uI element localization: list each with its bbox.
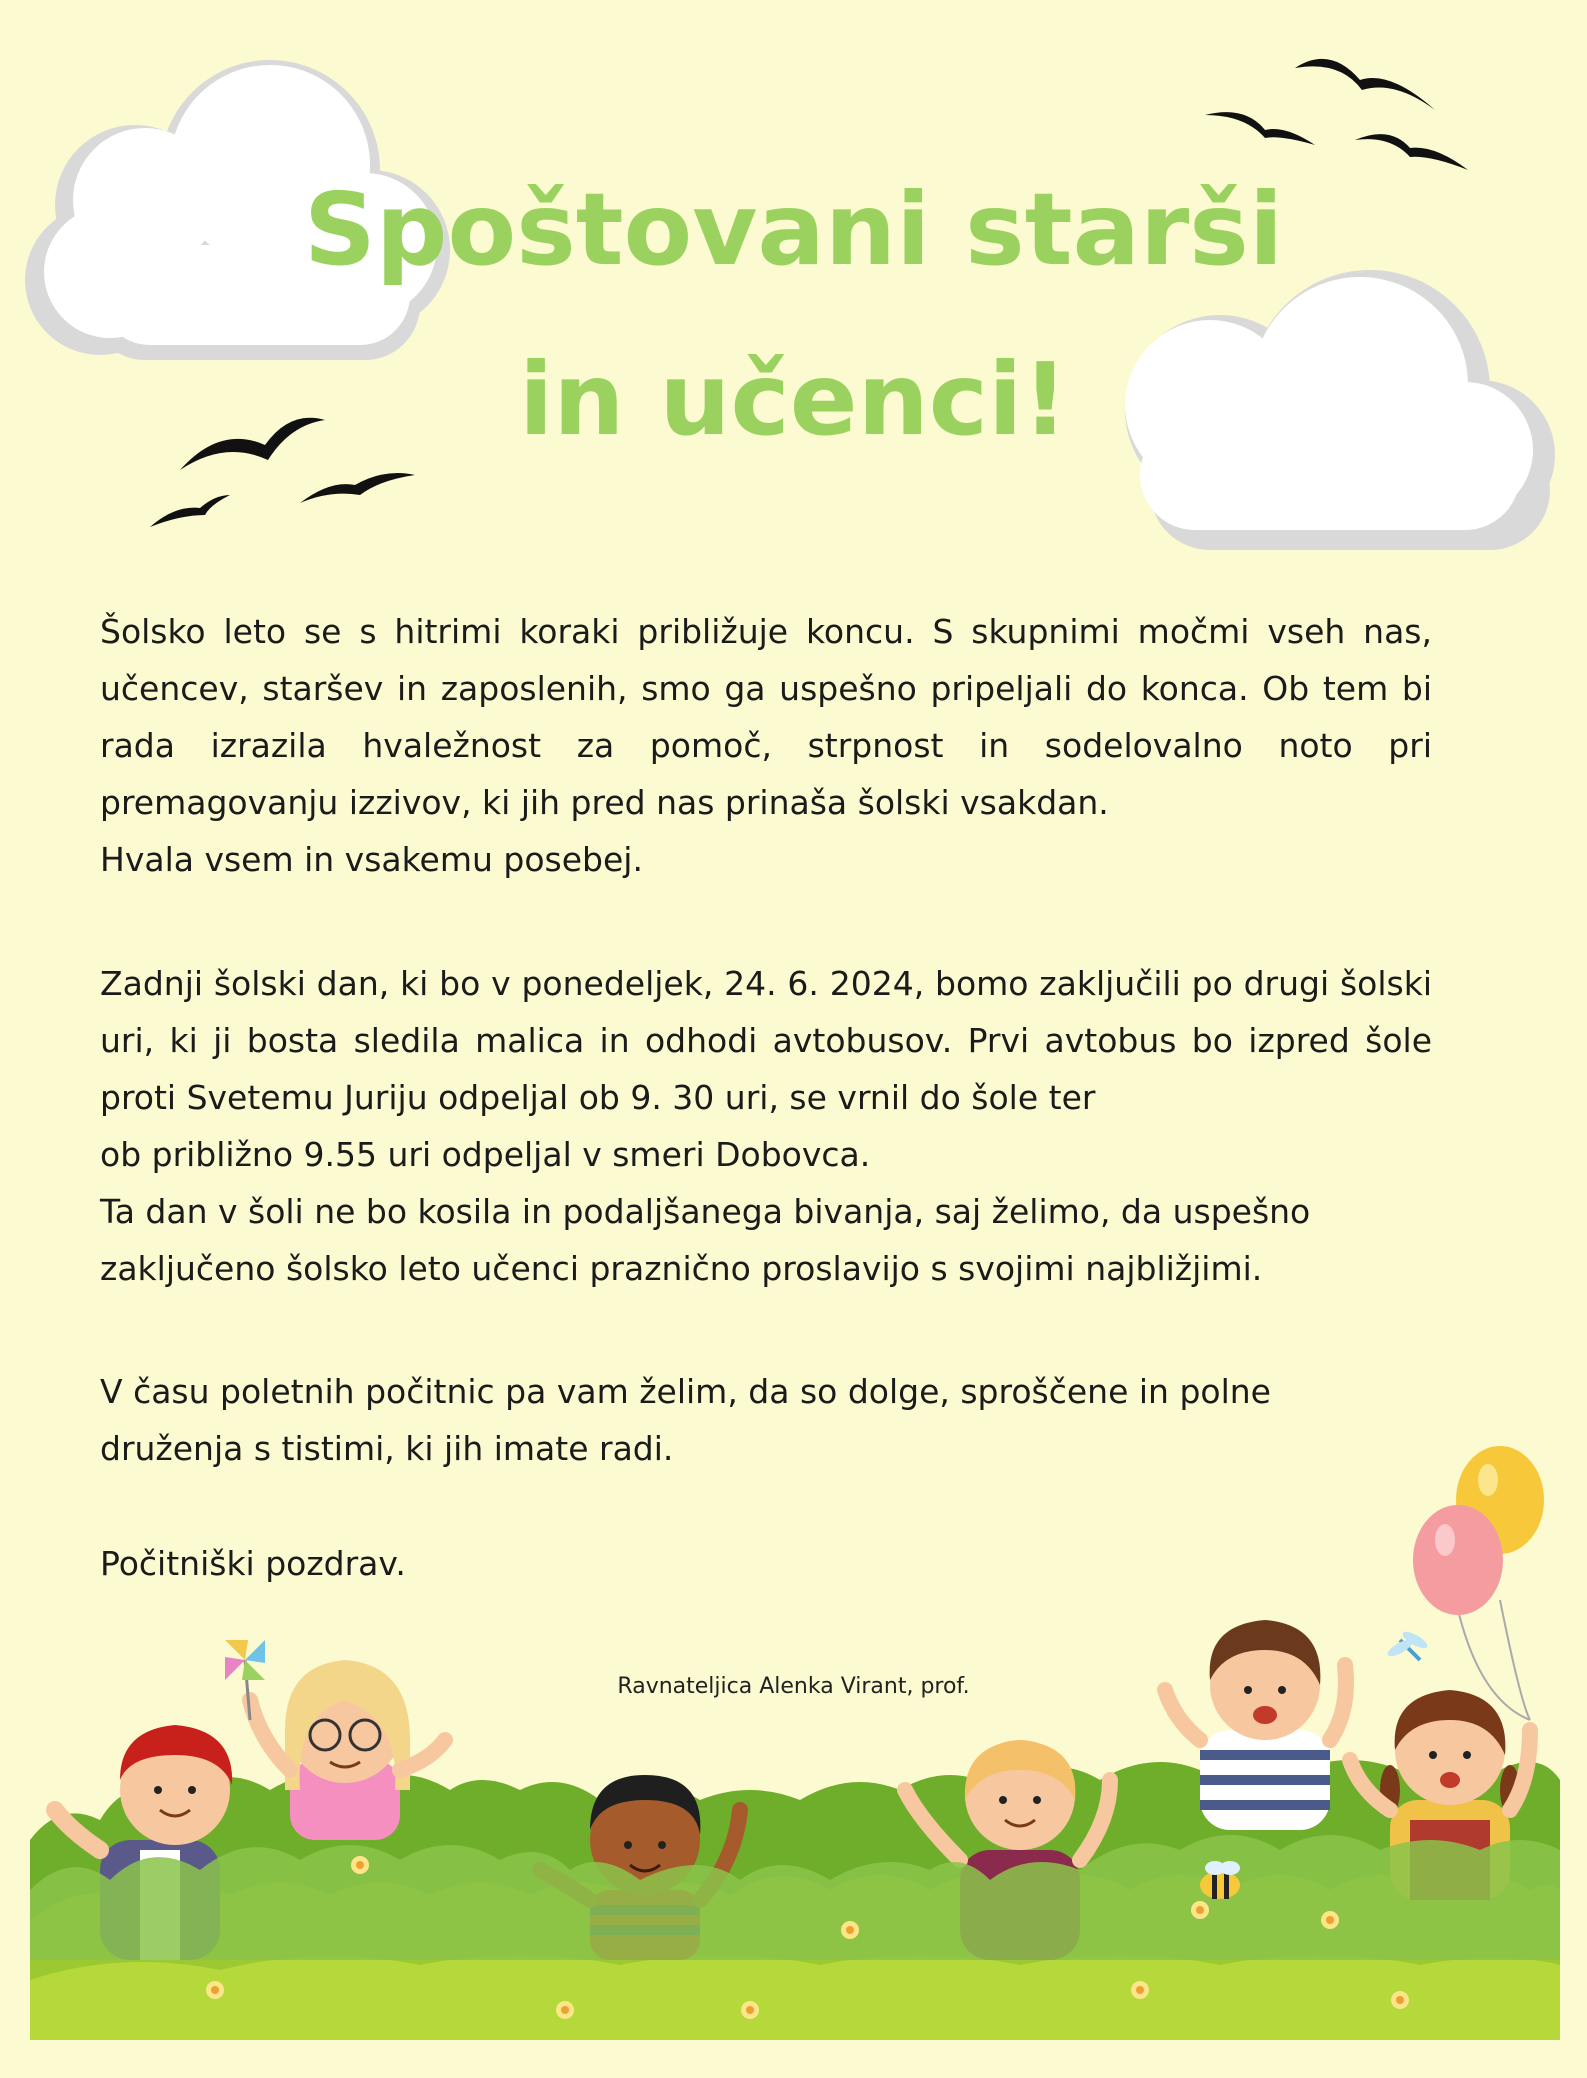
page-title-line2: in učenci!: [519, 341, 1068, 458]
paragraph-greeting: [100, 1535, 1432, 1592]
paragraph-text: Počitniški pozdrav.: [100, 1544, 406, 1583]
paragraph-text: Hvala vsem in vsakemu posebej.: [100, 840, 643, 879]
paragraph-text: V času poletnih počitnic pa vam želim, da so dolge, sproščene in polne: [100, 1372, 1271, 1411]
page-title-line1: Spoštovani starši: [303, 171, 1284, 288]
signature: Ravnateljica Alenka Virant, prof.: [617, 1674, 970, 1699]
paragraph-text: ob približno 9.55 uri odpeljal v smeri Dobovca.: [100, 1135, 871, 1174]
paragraph-text: Zadnji šolski dan, ki bo v ponedeljek, 24. 6. 2024, bomo zaključili po drugi šolski uri, ki ji bosta sledila malica in odhodi avtobusov. Prvi avtobus bo izpred šole proti Svetemu Juriju odpeljal ob 9. 30 uri, se vrnil do šole ter: [100, 964, 1432, 1117]
paragraph-last-day: [100, 955, 1432, 1297]
paragraph-intro: [100, 603, 1432, 888]
paragraph-holidays: [100, 1363, 1432, 1477]
paragraph-text: Šolsko leto se s hitrimi koraki približuje koncu. S skupnimi močmi vseh nas, učencev, staršev in zaposlenih, smo ga uspešno pripeljali do konca. Ob tem bi rada izrazila hvaležnost za pomoč, strpnost in sodelovalno noto pri premagovanju izzivov, ki jih pred nas prinaša šolski vsakdan.: [100, 612, 1432, 822]
paragraph-text: zaključeno šolsko leto učenci praznično proslavijo s svojimi najbližjimi.: [100, 1249, 1263, 1288]
paragraph-text: Ta dan v šoli ne bo kosila in podaljšanega bivanja, saj želimo, da uspešno: [100, 1192, 1311, 1231]
paragraph-text: druženja s tistimi, ki jih imate radi.: [100, 1429, 674, 1468]
